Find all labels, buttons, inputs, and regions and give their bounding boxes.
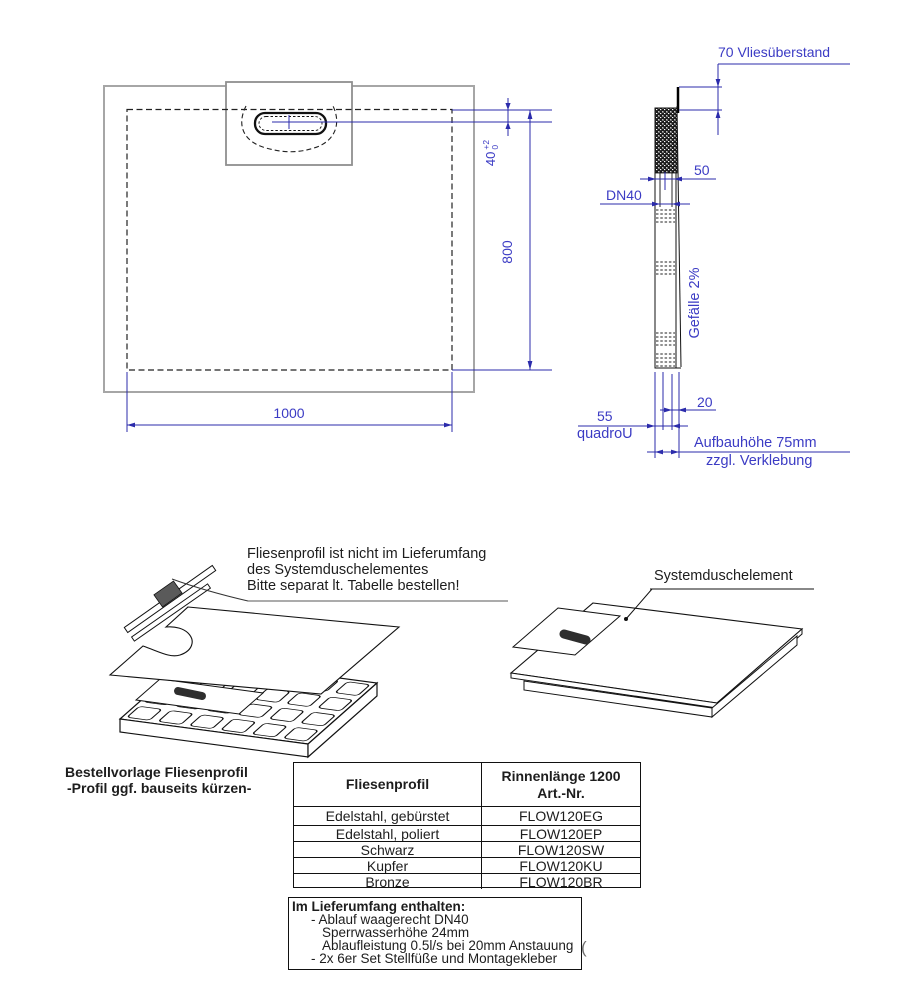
order-table: [293, 762, 641, 888]
build-height-label: Aufbauhöhe 75mm: [694, 435, 817, 451]
scope-item-2: Sperrwasserhöhe 24mm: [322, 925, 470, 940]
table-row-material: Bronze: [294, 873, 482, 889]
dim-1000-label: 1000: [273, 405, 305, 421]
table-row-material: Schwarz: [294, 841, 482, 857]
scope-item-1: - Ablauf waagerecht DN40: [311, 912, 469, 927]
tolerance-lower: 0: [490, 144, 500, 150]
tolerance-upper: +2: [480, 139, 491, 150]
table-header-material-text: Fliesenprofil: [345, 776, 430, 793]
table-caption-line-1: Bestellvorlage Fliesenprofil: [65, 764, 248, 780]
element-label: Systemduschelement: [654, 568, 793, 584]
drain-plate-channel: [178, 691, 202, 696]
table-header-artnr: [482, 763, 640, 806]
dim-55-label: 55: [597, 408, 613, 424]
dim-800-label: 800: [498, 240, 515, 264]
table-header-material: [294, 763, 482, 806]
stray-parenthesis: (: [581, 938, 587, 957]
dim-20-label: 20: [697, 394, 713, 410]
dim-50-label: 50: [694, 162, 710, 178]
glue-note-label: zzgl. Verklebung: [706, 453, 813, 469]
scope-title: Im Lieferumfang enthalten:: [292, 899, 466, 914]
scope-item-3: Ablaufleistung 0.5l/s bei 20mm Anstauung: [322, 938, 574, 953]
series-label: quadroU: [577, 426, 633, 442]
scope-of-delivery-box: [288, 897, 582, 970]
section-dimension-lines: [578, 64, 850, 458]
slope-surface-line: [677, 106, 681, 367]
note-line-1: Fliesenprofil ist nicht im Lieferumfang: [247, 546, 487, 562]
dim-40-value: 40: [483, 151, 499, 167]
slope-label: Gefälle 2%: [687, 267, 704, 339]
table-row-material: Edelstahl, poliert: [294, 825, 482, 841]
table-row-material: Kupfer: [294, 857, 482, 873]
dim-40-tolerance-label: [481, 134, 501, 172]
assembled-element-view: [511, 589, 814, 717]
section-view: [578, 64, 850, 458]
table-row-artnr: FLOW120BR: [482, 873, 640, 889]
dim-40-tolerance-stack: [482, 140, 501, 150]
table-header-artnr-line2: Art.-Nr.: [537, 784, 585, 801]
table-row-artnr: FLOW120EG: [482, 806, 640, 825]
table-header-artnr-line1: Rinnenlänge 1200: [501, 768, 621, 785]
drain-section-hatch: [655, 108, 677, 173]
table-row-artnr: FLOW120EP: [482, 825, 640, 841]
table-row-material: Edelstahl, gebürstet: [294, 806, 482, 825]
table-row-artnr: FLOW120SW: [482, 841, 640, 857]
fleece-overhang-label: 70 Vliesüberstand: [718, 44, 831, 60]
table-caption-line-2: -Profil ggf. bauseits kürzen-: [67, 780, 252, 796]
scope-item-4: - 2x 6er Set Stellfüße und Montagekleber: [311, 951, 558, 966]
note-line-3: Bitte separat lt. Tabelle bestellen!: [247, 578, 460, 594]
dn40-label: DN40: [606, 187, 642, 203]
element-drain-channel: [564, 634, 586, 640]
table-row-artnr: FLOW120KU: [482, 857, 640, 873]
note-line-2: des Systemduschelementes: [247, 562, 429, 578]
exploded-view: [110, 566, 508, 758]
